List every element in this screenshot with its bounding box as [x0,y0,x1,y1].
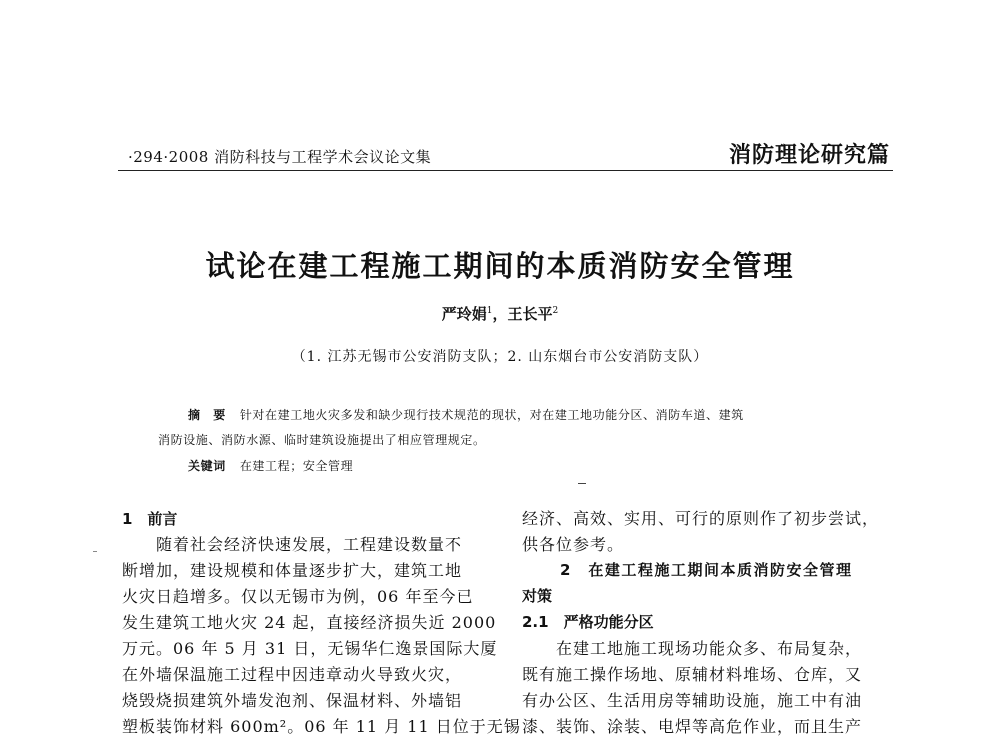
left-column-line: 万元。06 年 5 月 31 日，无锡华仁逸景国际大厦 [122,639,498,658]
left-column-line: 塑板装饰材料 600m²。06 年 11 月 11 日位于无锡 [122,717,521,736]
section-2-1-heading: 2.1 严格功能分区 [522,613,654,631]
section-1-heading: 1 前言 [122,510,178,528]
running-header-left: ·294·2008 消防科技与工程学术会议论文集 [128,148,432,166]
author-2: 王长平 [507,305,553,323]
section-2-heading: 2 在建工程施工期间本质消防安全管理 [560,561,853,579]
authors [0,303,1000,324]
author-1: 严玲娟 [441,305,487,323]
abstract-line-1 [188,406,744,423]
left-column-line: 随着社会经济快速发展，工程建设数量不 [122,535,463,554]
author-1-affil-mark: 1 [486,306,493,316]
left-column-line: 发生建筑工地火灾 24 起，直接经济损失近 2000 [122,613,497,632]
right-column-line: 经济、高效、实用、可行的原则作了初步尝试， [522,509,880,528]
author-separator: ， [492,305,508,323]
right-column-line: 漆、装饰、涂装、电焊等高危作业，而且生产 [522,717,863,736]
left-column-line: 火灾日趋增多。仅以无锡市为例，06 年至今已 [122,587,474,606]
paper-title: 试论在建工程施工期间的本质消防安全管理 [205,249,795,283]
section-2-heading-cont: 对策 [522,587,553,605]
affiliations: （1. 江苏无锡市公安消防支队；2. 山东烟台市公安消防支队） [291,349,709,365]
left-column-line: 在外墙保温施工过程中因违章动火导致火灾， [122,665,463,684]
keywords-line [188,457,353,474]
author-2-affil-mark: 2 [552,306,559,316]
keywords-label: 关键词 [188,459,226,473]
margin-mark [93,551,97,552]
keywords-text: 在建工程；安全管理 [239,459,354,473]
running-header-section: 消防理论研究篇 [728,143,890,168]
header-rule [118,170,893,171]
abstract-line-2: 消防设施、消防水源、临时建筑设施提出了相应管理规定。 [158,433,486,447]
abstract-label: 摘 要 [188,408,226,422]
abstract-text-1: 针对在建工地火灾多发和缺少现行技术规范的现状，对在建工地功能分区、消防车道、建筑 [239,408,744,422]
right-column-line: 有办公区、生活用房等辅助设施，施工中有油 [522,691,863,710]
column-top-mark [578,483,586,484]
left-column-line: 断增加，建设规模和体量逐步扩大，建筑工地 [122,561,463,580]
left-column-line: 烧毁烧损建筑外墙发泡剂、保温材料、外墙铝 [122,691,463,710]
right-column-line: 在建工地施工现场功能众多、布局复杂， [522,639,863,658]
right-column-line: 既有施工操作场地、原辅材料堆场、仓库，又 [522,665,863,684]
right-column-line: 供各位参考。 [522,535,625,554]
